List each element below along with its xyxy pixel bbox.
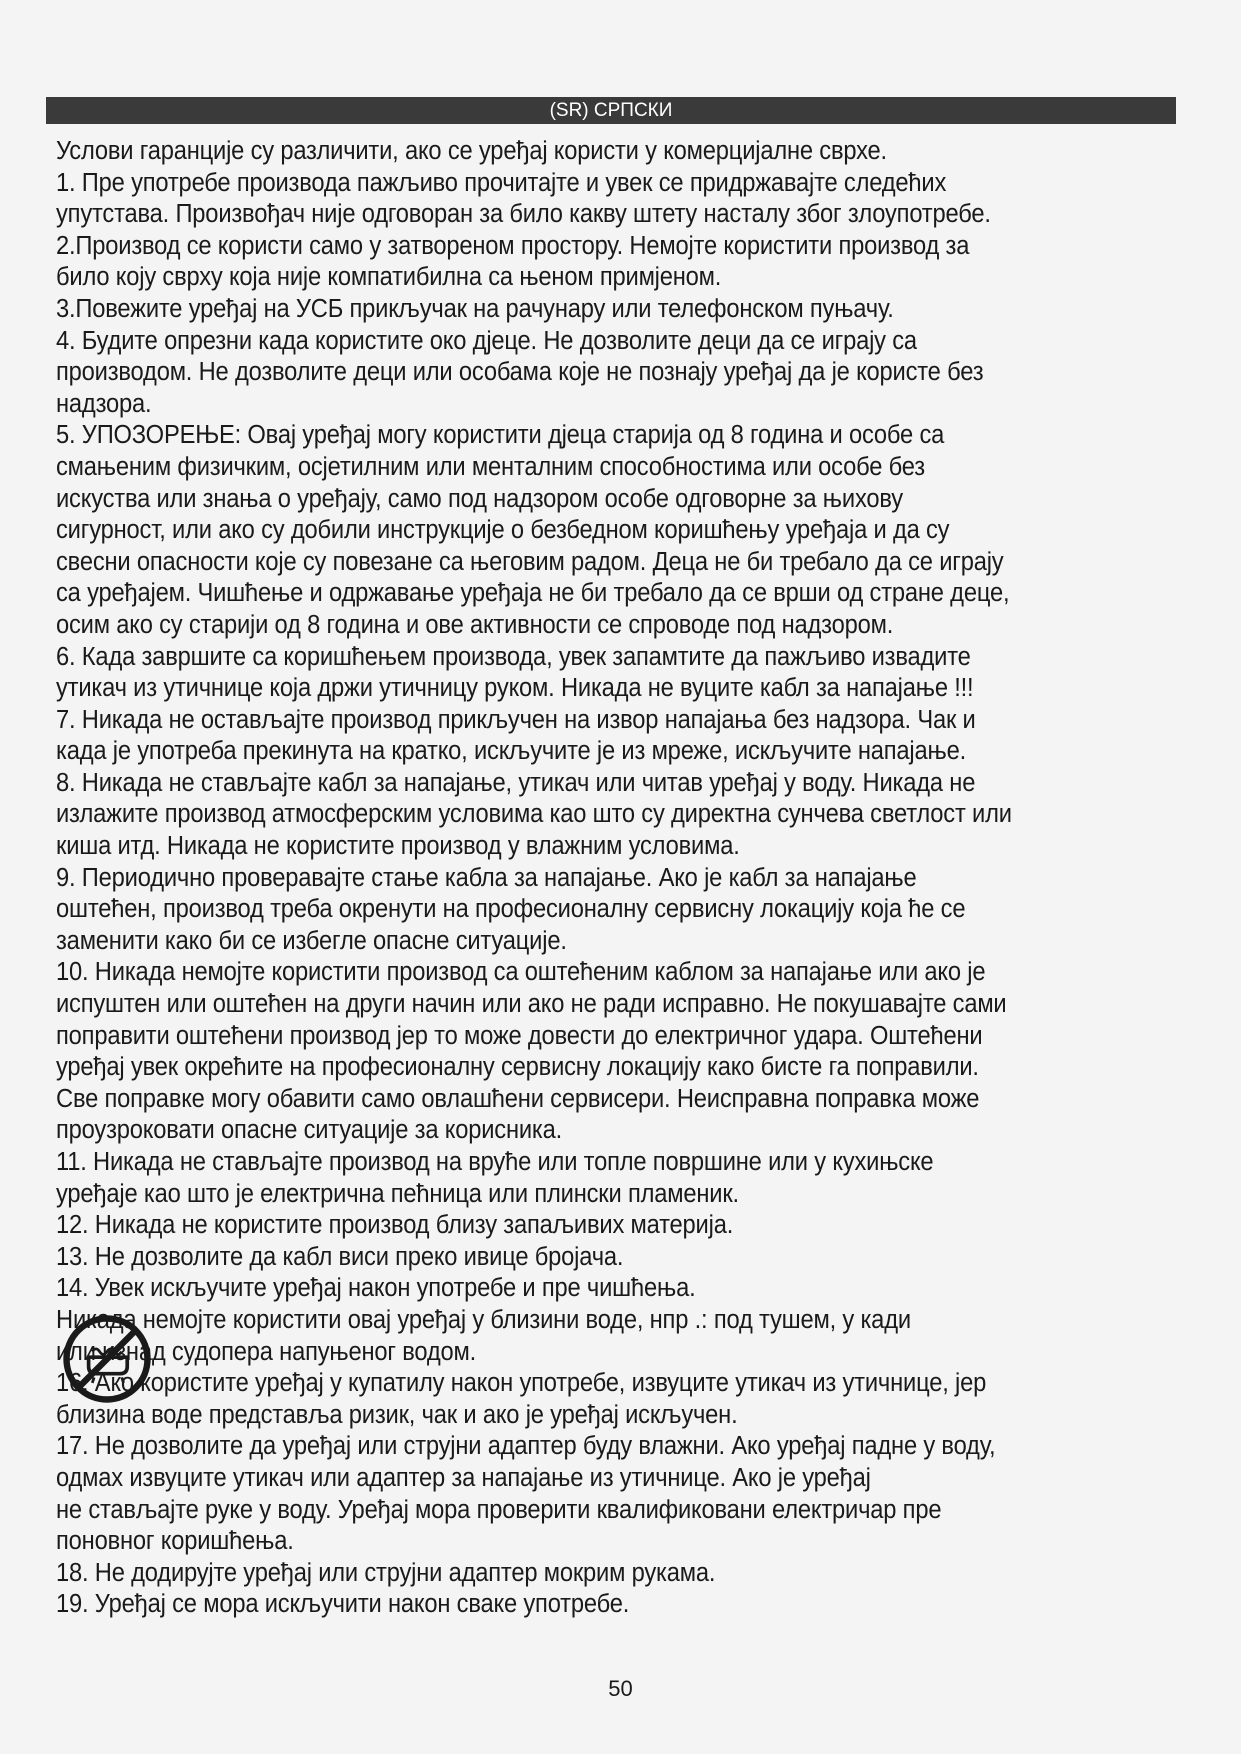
- language-header-bar: [46, 97, 1176, 124]
- instruction-paragraph: [56, 863, 1186, 958]
- instruction-paragraph: [56, 136, 1186, 168]
- instruction-line: 12. Никада не користите производ близу запаљивих материја.: [56, 1211, 734, 1240]
- instruction-paragraph: [56, 1589, 1186, 1621]
- instruction-line: свесни опасности које су повезане са његовим радом. Деца не би требало да се играју: [56, 547, 1004, 576]
- instruction-line: не стављајте руке у воду. Уређај мора проверити квалификовани електричар пре: [56, 1495, 942, 1524]
- instruction-paragraph: [56, 1431, 1186, 1557]
- instruction-paragraph: [56, 768, 1186, 863]
- instruction-line: уређаје као што је електрична пећница или плински пламеник.: [56, 1179, 739, 1208]
- instruction-line: 8. Никада не стављајте кабл за напајање, утикач или читав уређај у воду. Никада не: [56, 768, 976, 797]
- instruction-line: уређај увек окрећите на професионалну сервисну локацију како бисте га поправили.: [56, 1053, 979, 1082]
- instruction-line: производом. Не дозволите деци или особама које не познају уређај да је користе без: [56, 358, 984, 387]
- instruction-line: 14. Увек искључите уређај након употребе и пре чишћења.: [56, 1274, 696, 1303]
- instruction-paragraph: [56, 168, 1186, 231]
- instruction-paragraph: [56, 231, 1186, 294]
- instruction-paragraph: [56, 1305, 1186, 1368]
- instruction-line: било коју сврху која није компатибилна са њеном примјеном.: [56, 263, 722, 292]
- instruction-line: киша итд. Никада не користите производ у влажним условима.: [56, 832, 740, 861]
- instruction-paragraph: [56, 420, 1186, 641]
- instruction-line: 18. Не додирујте уређај или струјни адаптер мокрим рукама.: [56, 1558, 716, 1587]
- instruction-line: оштећен, производ треба окренути на професионалну сервисну локацију која ће се: [56, 895, 966, 924]
- instruction-paragraph: [56, 294, 1186, 326]
- instruction-line: 2.Производ се користи само у затвореном простору. Немојте користити производ за: [56, 231, 970, 260]
- instruction-line: 9. Периодично проверавајте стање кабла за напајање. Ако је кабл за напајање: [56, 863, 917, 892]
- instruction-line: када је употреба прекинута на кратко, искључите је из мреже, искључите напајање.: [56, 737, 967, 766]
- instruction-line: са уређајем. Чишћење и одржавање уређаја не би требало да се врши од стране деце,: [56, 579, 1010, 608]
- instruction-line: 4. Будите опрезни када користите око дјеце. Не дозволите деци да се играју са: [56, 326, 917, 355]
- bathtub-legs: [92, 1377, 123, 1383]
- instruction-paragraph: [56, 642, 1186, 705]
- instruction-line: или изнад судопера напуњеног водом.: [56, 1337, 477, 1366]
- instruction-line: заменити како би се избегле опасне ситуације.: [56, 926, 567, 955]
- instruction-line: 1. Пре употребе производа пажљиво прочитајте и увек се придржавајте следећих: [56, 168, 947, 197]
- instruction-paragraph: [56, 326, 1186, 421]
- instruction-paragraph: [56, 1273, 1186, 1305]
- instruction-paragraph: [56, 1368, 1186, 1431]
- instruction-line: смањеним физичким, осјетилним или менталним способностима или особе без: [56, 452, 925, 481]
- instruction-line: осим ако су старији од 8 година и ове активности се спроводе под надзором.: [56, 610, 894, 639]
- instruction-paragraph: [56, 1242, 1186, 1274]
- instruction-line: поновног коришћења.: [56, 1527, 294, 1556]
- instruction-paragraph: [56, 1558, 1186, 1590]
- instruction-paragraph: [56, 957, 1186, 1147]
- page-number: 50: [608, 1676, 633, 1701]
- instruction-line: утикач из утичнице која држи утичницу руком. Никада не вуците кабл за напајање !!!: [56, 674, 974, 703]
- instruction-line: одмах извуците утикач или адаптер за напајање из утичнице. Ако је уређај: [56, 1463, 871, 1492]
- instruction-line: искуства или знања о уређају, само под надзором особе одговорне за њихову: [56, 484, 903, 513]
- instruction-paragraph: [56, 705, 1186, 768]
- instruction-line: сигурност, или ако су добили инструкције о безбедном коришћењу уређаја и да су: [56, 516, 950, 545]
- instruction-line: надзора.: [56, 389, 152, 418]
- instruction-line: 13. Не дозволите да кабл виси преко ивице бројача.: [56, 1242, 624, 1271]
- instruction-line: излажите производ атмосферским условима као што су директна сунчева светлост или: [56, 800, 1012, 829]
- instruction-line: Све поправке могу обавити само овлашћени сервисери. Неисправна поправка може: [56, 1084, 980, 1113]
- language-header-title: (SR) СРПСКИ: [549, 100, 673, 121]
- instruction-line: проузроковати опасне ситуације за корисника.: [56, 1116, 563, 1145]
- instruction-line: близина воде представља ризик, чак и ако је уређај искључен.: [56, 1400, 738, 1429]
- instruction-paragraph: [56, 1147, 1186, 1210]
- instruction-line: упутстава. Произвођач није одговоран за било какву штету насталу због злоупотребе.: [56, 200, 991, 229]
- instruction-line: Услови гаранције су различити, ако се уређај користи у комерцијалне сврхе.: [56, 137, 887, 165]
- instruction-line: 5. УПОЗОРЕЊЕ: Овај уређај могу користити дјеца старија од 8 година и особе са: [56, 421, 945, 450]
- instruction-line: 7. Никада не остављајте производ прикључен на извор напајања без надзора. Чак и: [56, 705, 976, 734]
- instruction-line: 10. Никада немојте користити производ са оштећеним каблом за напајање или ако је: [56, 958, 986, 987]
- instruction-line: Никада немојте користити овај уређај у близини воде, нпр .: под тушем, у кади: [56, 1305, 911, 1334]
- instruction-line: 11. Никада не стављајте производ на вруће или топле површине или у кухињске: [56, 1148, 934, 1176]
- instruction-line: 6. Када завршите са коришћењем производа, увек запамтите да пажљиво извадите: [56, 642, 971, 671]
- instruction-line: 16. Ако користите уређај у купатилу након употребе, извуците утикач из утичнице, јер: [56, 1369, 987, 1398]
- safety-instructions-text: [56, 136, 1107, 1621]
- instruction-line: поправити оштећени производ јер то може довести до електричног удара. Оштећени: [56, 1021, 983, 1050]
- instruction-line: 17. Не дозволите да уређај или струјни адаптер буду влажни. Ако уређај падне у воду,: [56, 1432, 996, 1461]
- instruction-line: 3.Повежите уређај на УСБ прикључак на рачунару или телефонском пуњачу.: [56, 294, 894, 323]
- instruction-line: 19. Уређај се мора искључити након сваке употребе.: [56, 1590, 630, 1619]
- instruction-line: испуштен или оштећен на други начин или ако не ради исправно. Не покушавајте сами: [56, 990, 1007, 1019]
- no-water-bath-icon: [61, 1313, 153, 1405]
- instruction-paragraph: [56, 1210, 1186, 1242]
